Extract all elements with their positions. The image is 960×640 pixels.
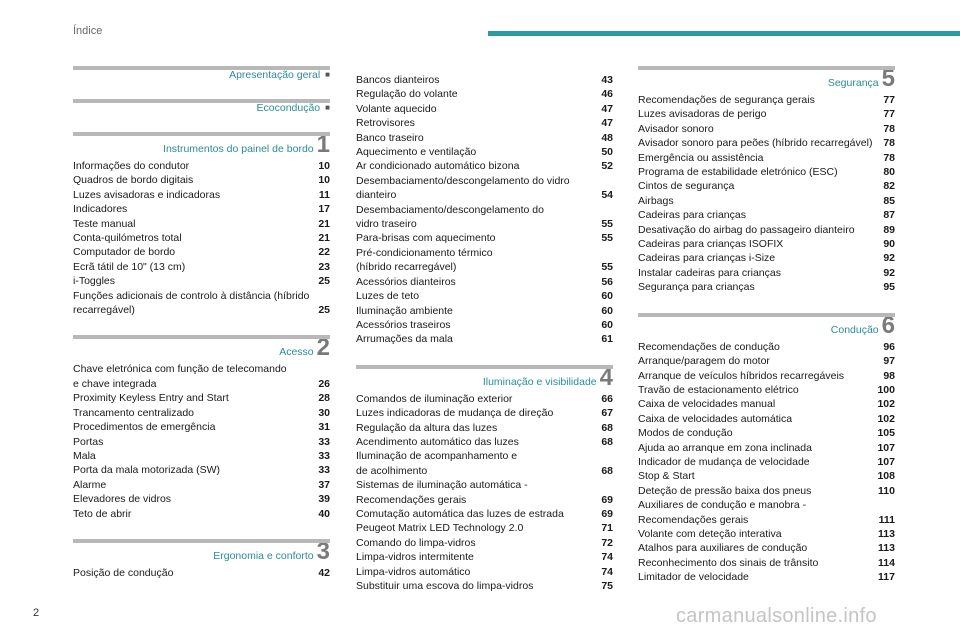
toc-entry-label: Alarme <box>73 478 107 491</box>
section-title: Acesso <box>279 346 314 359</box>
toc-entry[interactable] <box>638 441 895 455</box>
section-rule <box>73 66 330 70</box>
section-number: 2 <box>316 334 330 362</box>
toc-column-2 <box>356 73 613 593</box>
toc-entry[interactable] <box>638 237 895 251</box>
section-rule <box>73 99 330 103</box>
toc-entry-page: 102 <box>877 398 895 411</box>
toc-entry-page: 117 <box>878 571 895 584</box>
section-heading <box>638 65 895 92</box>
toc-entry[interactable] <box>638 251 895 265</box>
toc-entry-label: Iluminação ambiente <box>356 304 453 317</box>
toc-entry[interactable] <box>638 541 895 555</box>
toc-entry[interactable] <box>73 478 330 492</box>
toc-entry-page: 98 <box>883 369 895 382</box>
toc-entry[interactable] <box>356 579 613 593</box>
toc-entry-page: 54 <box>601 189 613 202</box>
section-number: 1 <box>316 131 330 158</box>
toc-entry-label: i-Toggles <box>73 275 116 288</box>
toc-entry[interactable] <box>73 245 330 259</box>
toc-entry[interactable] <box>356 102 613 116</box>
toc-entry-label: Arrumações da mala <box>356 333 453 346</box>
toc-entry-label: Ar condicionado automático bizona <box>356 160 520 173</box>
toc-entry-page: 10 <box>318 160 330 172</box>
section-rule <box>73 132 330 136</box>
toc-entry-label: Luzes avisadoras de perigo <box>638 108 767 121</box>
toc-entry-label: Limpa-vidros intermitente <box>356 551 474 564</box>
toc-entry[interactable] <box>638 165 895 179</box>
toc-entry[interactable] <box>638 527 895 541</box>
section-spacer <box>73 521 330 539</box>
section-title: Condução <box>830 323 879 336</box>
toc-entry[interactable] <box>73 377 330 391</box>
toc-entry-label: Regulação do volante <box>356 88 458 101</box>
toc-entry-page: 40 <box>318 507 330 520</box>
toc-entry-label: Reconhecimento dos sinais de trânsito <box>638 556 819 569</box>
toc-entry[interactable] <box>356 392 613 406</box>
section-heading <box>73 334 330 362</box>
toc-entry-label: Caixa de velocidades automática <box>638 412 793 425</box>
toc-entry[interactable] <box>356 521 613 535</box>
toc-entry[interactable] <box>73 173 330 187</box>
toc-entry[interactable] <box>638 484 895 498</box>
toc-entry[interactable] <box>356 449 613 463</box>
toc-entry[interactable] <box>356 478 613 492</box>
toc-entry-label: Funções adicionais de controlo à distância (híbrido <box>73 289 310 302</box>
toc-entry-label: Luzes de teto <box>356 290 420 303</box>
toc-entry[interactable] <box>356 87 613 101</box>
toc-entry-label: Computador de bordo <box>73 246 176 259</box>
toc-entry[interactable] <box>638 179 895 193</box>
toc-entry[interactable] <box>73 202 330 216</box>
toc-entry-label: e chave integrada <box>73 377 157 390</box>
toc-entry[interactable] <box>356 464 613 478</box>
toc-entry-label: Stop & Start <box>638 470 695 483</box>
toc-entry-label: Limitador de velocidade <box>638 571 749 584</box>
toc-entry[interactable] <box>73 260 330 274</box>
toc-entry[interactable] <box>356 289 613 303</box>
toc-entry-label: Segurança para crianças <box>638 281 755 294</box>
toc-entry-label: Porta da mala motorizada (SW) <box>73 464 221 477</box>
toc-entry-label: recarregável) <box>73 304 135 317</box>
toc-entry-label: Acessórios traseiros <box>356 318 451 331</box>
toc-entry[interactable] <box>638 556 895 570</box>
toc-entry-page: 47 <box>601 117 613 130</box>
toc-entry[interactable] <box>638 455 895 469</box>
toc-entry-label: Acessórios dianteiros <box>356 275 456 288</box>
toc-entry-page: 56 <box>601 275 613 288</box>
toc-entry-page: 105 <box>877 427 895 440</box>
toc-entry[interactable] <box>356 304 613 318</box>
toc-entry-page: 71 <box>601 522 613 535</box>
section-heading <box>356 363 613 391</box>
toc-entry-page: 68 <box>601 464 613 477</box>
toc-column-3 <box>638 66 895 585</box>
toc-entry-label: Caixa de velocidades manual <box>638 398 776 411</box>
toc-entry-page: 89 <box>883 223 895 236</box>
toc-entry-label: Sistemas de iluminação automática - <box>356 479 528 492</box>
toc-entry-label: Elevadores de vidros <box>73 493 172 506</box>
toc-entry[interactable] <box>356 217 613 231</box>
toc-entry-page: 66 <box>601 392 613 405</box>
page-number: 2 <box>33 607 40 619</box>
toc-entry-label: Volante aquecido <box>356 102 437 115</box>
toc-entry-page: 68 <box>601 421 613 434</box>
toc-entry-page: 28 <box>318 392 330 405</box>
toc-entry-label: Proximity Keyless Entry and Start <box>73 392 229 405</box>
section-title: Apresentação geral <box>229 69 321 81</box>
section-square-icon: ■ <box>325 103 330 112</box>
toc-entry-label: Substituir uma escova do limpa-vidros <box>356 580 534 592</box>
toc-entry-page: 10 <box>318 174 330 187</box>
toc-entry-label: Trancamento centralizado <box>73 406 195 419</box>
toc-entry-page: 92 <box>883 252 895 265</box>
toc-entry-label: Teste manual <box>73 217 136 230</box>
toc-entry-page: 60 <box>601 290 613 303</box>
section-square-icon: ■ <box>325 70 330 79</box>
toc-entry-label: Avisador sonoro para peões (híbrido recarregável) <box>638 137 873 150</box>
section-spacer <box>73 85 330 99</box>
toc-entry-label: Luzes indicadoras de mudança de direção <box>356 407 554 420</box>
toc-entry-page: 68 <box>601 435 613 448</box>
toc-entry-page: 102 <box>877 412 895 425</box>
header-accent-bar <box>488 31 960 36</box>
toc-entry-label: Auxiliares de condução e manobra - <box>638 499 807 512</box>
toc-entry-page: 33 <box>318 464 330 477</box>
toc-entry-label: Acendimento automático das luzes <box>356 435 519 448</box>
toc-entry[interactable] <box>638 280 895 294</box>
toc-entry-label: Arranque de veículos híbridos recarregáveis <box>638 369 845 382</box>
toc-entry[interactable] <box>73 289 330 303</box>
toc-entry-label: Comando do limpa-vidros <box>356 536 476 549</box>
toc-entry-page: 52 <box>601 160 613 173</box>
toc-entry[interactable] <box>356 421 613 435</box>
toc-entry-label: Cadeiras para crianças i-Size <box>638 252 776 265</box>
toc-entry-label: vidro traseiro <box>356 218 417 231</box>
toc-entry-label: Iluminação de acompanhamento e <box>356 450 518 463</box>
toc-entry-label: Indicadores <box>73 203 128 216</box>
toc-entry[interactable] <box>356 246 613 260</box>
toc-entry-page: 25 <box>318 304 330 317</box>
toc-entry[interactable] <box>638 570 895 584</box>
toc-entry[interactable] <box>73 420 330 434</box>
toc-entry-page: 107 <box>877 455 895 468</box>
toc-entry[interactable] <box>638 194 895 208</box>
toc-entry-page: 31 <box>318 421 330 434</box>
toc-entry[interactable] <box>638 426 895 440</box>
toc-entry-label: Banco traseiro <box>356 131 424 144</box>
toc-entry[interactable] <box>356 565 613 579</box>
toc-entry[interactable] <box>638 93 895 107</box>
toc-entry-page: 60 <box>601 318 613 331</box>
section-number: 3 <box>316 537 330 565</box>
toc-entry-page: 82 <box>883 180 895 193</box>
toc-column-1 <box>73 66 330 580</box>
toc-entry-page: 75 <box>601 580 613 592</box>
toc-entry-label: Airbags <box>638 194 674 207</box>
toc-entry-label: Indicador de mudança de velocidade <box>638 455 810 468</box>
toc-entry[interactable] <box>638 383 895 397</box>
toc-entry[interactable] <box>356 550 613 564</box>
toc-entry-page: 92 <box>883 266 895 279</box>
toc-entry-label: Pré-condicionamento térmico <box>356 246 493 259</box>
section-title: Segurança <box>827 77 879 89</box>
toc-entry-label: Instalar cadeiras para crianças <box>638 266 781 279</box>
toc-entry-label: Bancos dianteiros <box>356 74 440 86</box>
toc-entry-page: 47 <box>601 102 613 115</box>
section-spacer <box>73 317 330 335</box>
toc-entry[interactable] <box>356 231 613 245</box>
toc-entry-label: Desembaciamento/descongelamento do vidro <box>356 174 570 187</box>
toc-entry[interactable] <box>73 303 330 317</box>
toc-entry-label: Modos de condução <box>638 427 733 440</box>
toc-entry-label: Retrovisores <box>356 117 415 130</box>
toc-entry[interactable] <box>73 449 330 463</box>
toc-entry[interactable] <box>638 122 895 136</box>
toc-entry-page: 55 <box>601 232 613 245</box>
toc-entry-page: 21 <box>318 232 330 245</box>
toc-entry-label: Cintos de segurança <box>638 180 735 193</box>
toc-entry[interactable] <box>73 274 330 288</box>
toc-entry-label: Chave eletrónica com função de telecomando <box>73 363 287 376</box>
section-title: Iluminação e visibilidade <box>482 375 597 388</box>
toc-entry-label: Mala <box>73 449 96 462</box>
toc-entry-page: 85 <box>883 194 895 207</box>
toc-entry-page: 55 <box>601 261 613 274</box>
section-spacer <box>638 295 895 313</box>
toc-entry[interactable] <box>73 435 330 449</box>
section-number: 5 <box>881 65 895 92</box>
toc-entry-page: 30 <box>318 406 330 419</box>
toc-entry[interactable] <box>356 159 613 173</box>
toc-entry-page: 69 <box>601 493 613 506</box>
toc-entry-label: Desativação do airbag do passageiro dianteiro <box>638 223 855 236</box>
toc-entry-page: 21 <box>318 217 330 230</box>
toc-entry[interactable] <box>73 406 330 420</box>
section-rule <box>73 539 330 543</box>
toc-entry-label: Portas <box>73 435 104 448</box>
section-title: Instrumentos do painel de bordo <box>163 143 314 155</box>
toc-entry-page: 114 <box>878 556 895 569</box>
section-heading <box>638 311 895 339</box>
section-title: Ecocondução <box>256 102 321 114</box>
toc-entry[interactable] <box>356 275 613 289</box>
toc-entry-label: Arranque/paragem do motor <box>638 355 770 368</box>
toc-entry-label: Procedimentos de emergência <box>73 421 216 434</box>
toc-entry[interactable] <box>638 136 895 150</box>
toc-entry[interactable] <box>638 369 895 383</box>
toc-entry-page: 61 <box>601 333 613 346</box>
toc-entry-page: 33 <box>318 449 330 462</box>
section-rule <box>638 313 895 317</box>
toc-entry-page: 80 <box>883 166 895 179</box>
toc-entry-label: Quadros de bordo digitais <box>73 174 194 187</box>
toc-entry-page: 55 <box>601 218 613 231</box>
toc-entry-label: Comutação automática das luzes de estrada <box>356 507 564 520</box>
section-heading <box>73 99 330 114</box>
toc-entry-page: 42 <box>318 566 330 579</box>
toc-entry-label: Regulação da altura das luzes <box>356 421 498 434</box>
toc-entry-page: 78 <box>883 122 895 135</box>
toc-entry-label: Recomendações de condução <box>638 340 780 353</box>
toc-entry-page: 69 <box>601 507 613 520</box>
toc-entry-label: Desembaciamento/descongelamento do <box>356 203 544 216</box>
toc-entry[interactable] <box>356 260 613 274</box>
toc-entry[interactable] <box>356 73 613 87</box>
toc-entry[interactable] <box>356 406 613 420</box>
toc-entry-label: Ajuda ao arranque em zona inclinada <box>638 441 812 454</box>
toc-entry[interactable] <box>356 188 613 202</box>
toc-entry-page: 100 <box>877 383 895 396</box>
toc-entry[interactable] <box>73 391 330 405</box>
toc-entry-label: Emergência ou assistência <box>638 151 764 164</box>
section-number: 6 <box>881 311 895 339</box>
toc-entry-page: 111 <box>878 513 895 526</box>
toc-entry[interactable] <box>638 397 895 411</box>
toc-entry[interactable] <box>356 131 613 145</box>
toc-entry[interactable] <box>73 463 330 477</box>
toc-entry-page: 39 <box>318 493 330 506</box>
toc-entry-page: 26 <box>318 377 330 390</box>
toc-entry[interactable] <box>356 203 613 217</box>
toc-entry-page: 48 <box>601 131 613 144</box>
toc-entry-page: 113 <box>878 527 895 540</box>
toc-entry[interactable] <box>73 507 330 521</box>
toc-entry-page: 37 <box>318 478 330 491</box>
toc-entry-page: 67 <box>601 407 613 420</box>
toc-entry-label: Conta-quilómetros total <box>73 232 182 245</box>
toc-entry-page: 50 <box>601 146 613 159</box>
toc-entry-label: dianteiro <box>356 189 397 202</box>
toc-entry[interactable] <box>638 469 895 483</box>
toc-entry[interactable] <box>356 507 613 521</box>
running-header: Índice <box>73 25 103 37</box>
toc-entry-label: de acolhimento <box>356 464 428 477</box>
section-heading <box>73 537 330 565</box>
toc-entry-label: Avisador sonoro <box>638 122 714 135</box>
toc-entry-page: 113 <box>878 542 895 555</box>
toc-entry-page: 78 <box>883 137 895 150</box>
toc-entry-label: Peugeot Matrix LED Technology 2.0 <box>356 522 524 535</box>
toc-entry-page: 110 <box>878 484 895 497</box>
toc-entry[interactable] <box>638 208 895 222</box>
section-rule <box>73 335 330 339</box>
toc-entry-label: Travão de estacionamento elétrico <box>638 383 799 396</box>
toc-entry-label: Recomendações de segurança gerais <box>638 94 815 106</box>
toc-entry-label: Volante com deteção interativa <box>638 527 782 540</box>
toc-entry[interactable] <box>73 492 330 506</box>
section-spacer <box>356 347 613 365</box>
toc-entry[interactable] <box>638 223 895 237</box>
toc-entry-page: 11 <box>318 188 330 201</box>
toc-entry-page: 46 <box>601 88 613 101</box>
toc-entry-label: Cadeiras para crianças <box>638 209 746 222</box>
toc-entry[interactable] <box>356 435 613 449</box>
toc-entry-label: Programa de estabilidade eletrónico (ESC) <box>638 166 838 179</box>
toc-entry-page: 97 <box>883 355 895 368</box>
toc-entry-page: 107 <box>877 441 895 454</box>
section-title: Ergonomia e conforto <box>213 549 314 562</box>
toc-entry-page: 74 <box>601 565 613 578</box>
toc-entry-page: 72 <box>601 536 613 549</box>
toc-entry-label: Para-brisas com aquecimento <box>356 232 496 245</box>
watermark: carmanualsonline.info <box>676 605 877 627</box>
toc-entry[interactable] <box>356 145 613 159</box>
toc-entry-page: 25 <box>318 275 330 288</box>
toc-entry[interactable] <box>638 107 895 121</box>
toc-entry-label: Teto de abrir <box>73 507 132 520</box>
toc-entry[interactable] <box>356 174 613 188</box>
toc-entry-page: 17 <box>318 203 330 216</box>
toc-entry[interactable] <box>73 231 330 245</box>
toc-entry[interactable] <box>356 318 613 332</box>
toc-entry[interactable] <box>356 493 613 507</box>
toc-entry-label: Deteção de pressão baixa dos pneus <box>638 484 812 497</box>
toc-entry-page: 90 <box>883 238 895 251</box>
toc-entry-page: 23 <box>318 260 330 273</box>
toc-entry-page: 22 <box>318 246 330 259</box>
toc-entry[interactable] <box>73 217 330 231</box>
toc-entry-label: Aquecimento e ventilação <box>356 146 477 159</box>
toc-entry[interactable] <box>638 513 895 527</box>
toc-entry[interactable] <box>638 498 895 512</box>
toc-entry-label: Ecrã tátil de 10" (13 cm) <box>73 260 186 273</box>
toc-entry[interactable] <box>638 266 895 280</box>
toc-entry-page: 96 <box>883 340 895 353</box>
section-heading <box>73 131 330 158</box>
toc-entry-page: 77 <box>883 94 895 106</box>
section-rule <box>638 66 895 70</box>
toc-entry-label: Posição de condução <box>73 566 174 579</box>
toc-entry-page: 43 <box>601 74 613 86</box>
toc-entry[interactable] <box>356 332 613 346</box>
toc-entry-label: Comandos de iluminação exterior <box>356 392 513 405</box>
toc-entry[interactable] <box>638 412 895 426</box>
toc-entry[interactable] <box>73 566 330 580</box>
toc-entry-page: 74 <box>601 551 613 564</box>
toc-entry-label: Cadeiras para crianças ISOFIX <box>638 238 784 251</box>
section-spacer <box>73 118 330 132</box>
toc-entry[interactable] <box>73 159 330 173</box>
toc-entry-page: 77 <box>883 108 895 121</box>
toc-entry[interactable] <box>638 151 895 165</box>
toc-entry-label: Recomendações gerais <box>356 493 467 506</box>
toc-entry[interactable] <box>638 354 895 368</box>
toc-entry-page: 60 <box>601 304 613 317</box>
section-heading <box>73 66 330 81</box>
toc-entry-page: 108 <box>877 470 895 483</box>
section-rule <box>356 365 613 369</box>
toc-entry-label: (híbrido recarregável) <box>356 261 457 274</box>
section-number: 4 <box>599 363 613 391</box>
toc-entry-label: Atalhos para auxiliares de condução <box>638 542 808 555</box>
toc-entry[interactable] <box>356 116 613 130</box>
toc-entry-label: Informações do condutor <box>73 160 190 172</box>
toc-entry[interactable] <box>356 536 613 550</box>
toc-entry[interactable] <box>73 188 330 202</box>
toc-entry-page: 78 <box>883 151 895 164</box>
toc-entry-label: Recomendações gerais <box>638 513 749 526</box>
toc-entry-page: 33 <box>318 435 330 448</box>
toc-entry-page: 95 <box>883 281 895 294</box>
toc-entry-page: 87 <box>883 209 895 222</box>
toc-entry[interactable] <box>73 362 330 376</box>
toc-entry[interactable] <box>638 340 895 354</box>
toc-entry-label: Luzes avisadoras e indicadoras <box>73 188 221 201</box>
toc-entry-label: Limpa-vidros automático <box>356 565 471 578</box>
